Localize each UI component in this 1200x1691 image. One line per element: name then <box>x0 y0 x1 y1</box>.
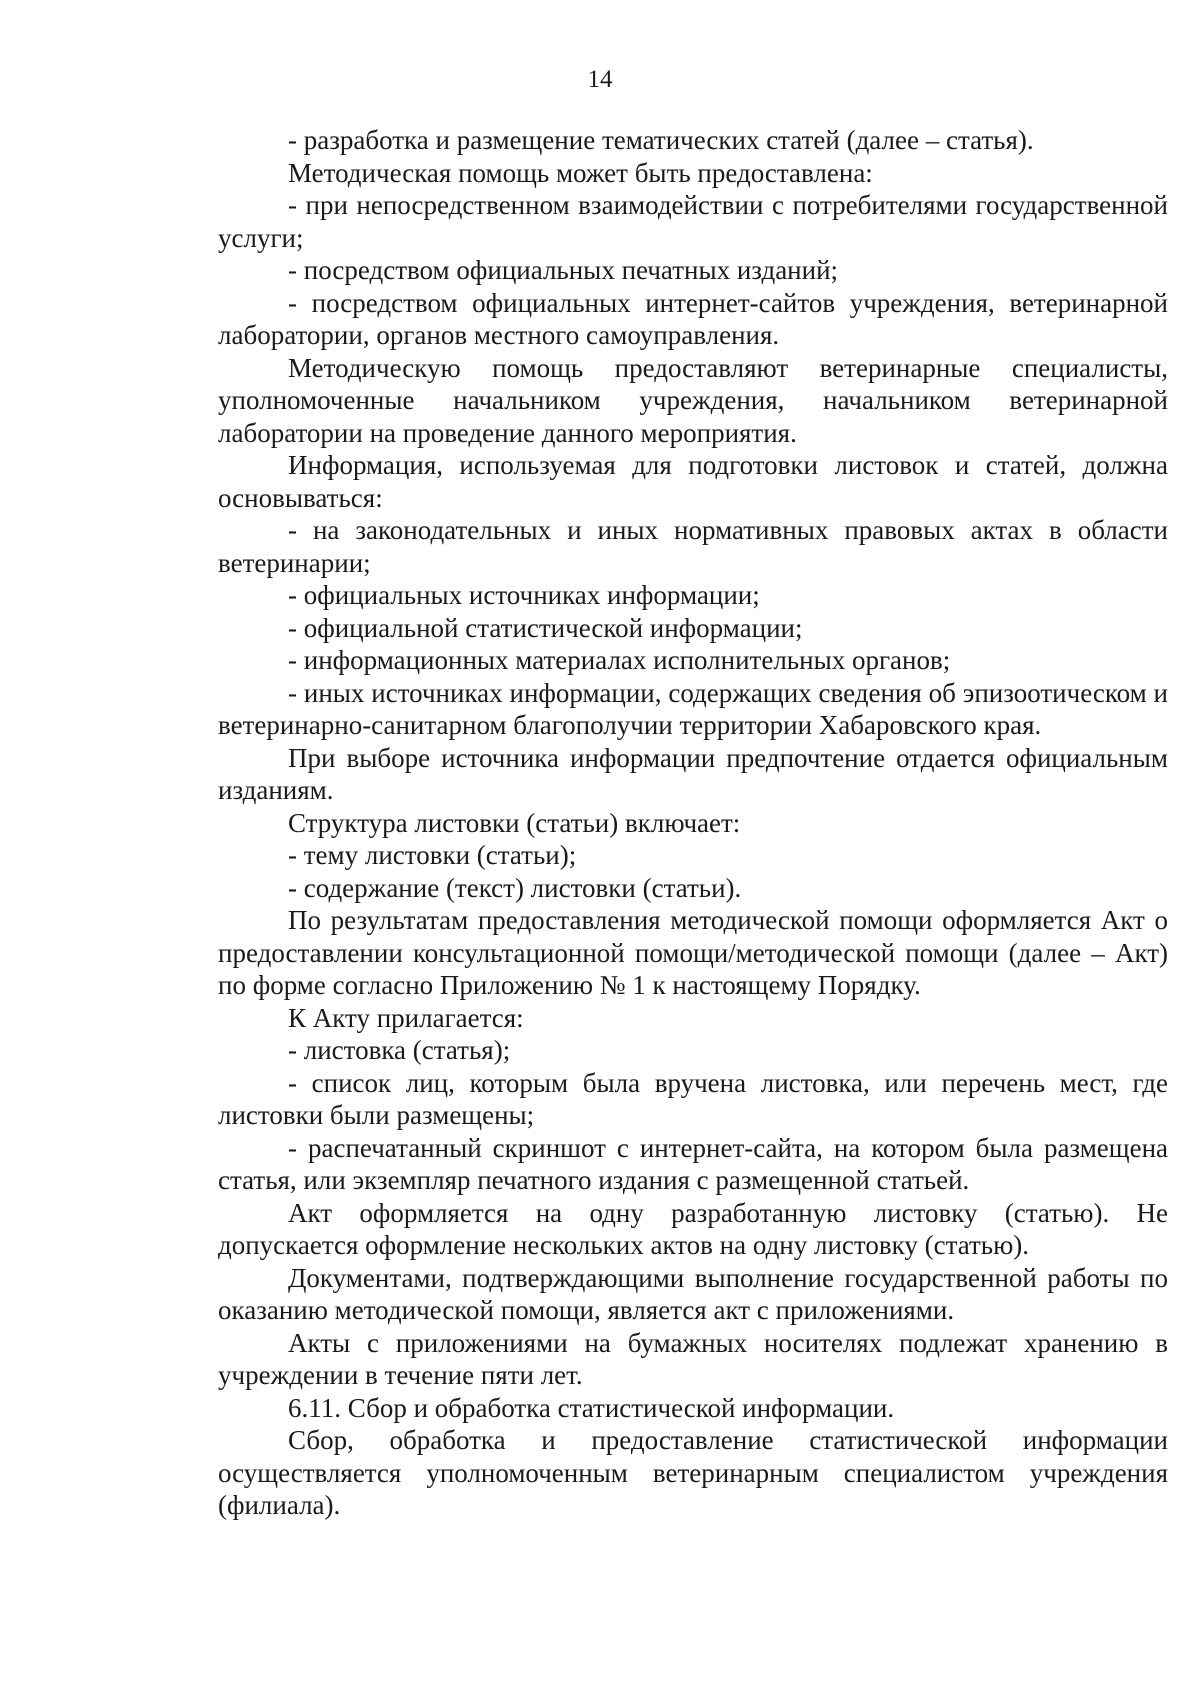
paragraph: - содержание (текст) листовки (статьи). <box>288 872 742 903</box>
paragraph: По результатам предоставления методической помощи оформляется Акт о предоставлении консультационной помощи/методической помощи (далее – Акт) по форме согласно Приложению № 1 к настоящему Порядку. <box>218 905 1168 1000</box>
paragraph: - посредством официальных печатных изданий; <box>288 255 839 285</box>
paragraph: - распечатанный скриншот с интернет-сайта, на котором была размещена статья, или экземпляр печатного издания с размещенной статьей. <box>218 1132 1168 1195</box>
paragraph: - официальных источниках информации; <box>288 580 760 610</box>
paragraph: - тему листовки (статьи); <box>288 840 577 870</box>
paragraph: Структура листовки (статьи) включает: <box>288 807 741 838</box>
paragraph: Акты с приложениями на бумажных носителях подлежат хранению в учреждении в течение пяти лет. <box>218 1327 1168 1390</box>
paragraph: Методическую помощь предоставляют ветеринарные специалисты, уполномоченные начальником учреждения, начальником ветеринарной лаборатории на проведение данного мероприятия. <box>218 352 1168 448</box>
paragraph: - официальной статистической информации; <box>288 612 803 643</box>
paragraph: - иных источниках информации, содержащих сведения об эпизоотическом и ветеринарно-санитарном благополучии территории Хабаровского края. <box>218 677 1168 740</box>
paragraph: Акт оформляется на одну разработанную листовку (статью). Не допускается оформление нескольких актов на одну листовку (статью). <box>218 1197 1168 1260</box>
paragraph: К Акту прилагается: <box>288 1002 524 1033</box>
paragraph: Информация, используемая для подготовки листовок и статей, должна основываться: <box>218 450 1168 513</box>
paragraph: - список лиц, которым была вручена листовка, или перечень мест, где листовки были размещены; <box>218 1067 1168 1130</box>
paragraph: - посредством официальных интернет-сайтов учреждения, ветеринарной лаборатории, органов местного самоуправления. <box>218 287 1168 350</box>
section-heading: 6.11. Сбор и обработка статистической информации. <box>288 1392 895 1423</box>
paragraph: - на законодательных и иных нормативных правовых актах в области ветеринарии; <box>218 515 1168 578</box>
paragraph: - информационных материалах исполнительных органов; <box>288 645 951 675</box>
paragraph: Методическая помощь может быть предоставлена: <box>288 157 873 188</box>
page-number: 14 <box>587 66 613 93</box>
document-body <box>218 124 1168 1522</box>
paragraph: Сбор, обработка и предоставление статистической информации осуществляется уполномоченным ветеринарным специалистом учреждения (филиала). <box>218 1425 1168 1520</box>
paragraph: - разработка и размещение тематических статей (далее – статья). <box>288 125 1034 155</box>
paragraph: При выборе источника информации предпочтение отдается официальным изданиям. <box>218 742 1168 805</box>
paragraph: Документами, подтверждающими выполнение государственной работы по оказанию методической помощи, является акт с приложениями. <box>218 1262 1168 1325</box>
paragraph: - при непосредственном взаимодействии с потребителями государственной услуги; <box>218 190 1168 253</box>
paragraph: - листовка (статья); <box>288 1035 511 1065</box>
